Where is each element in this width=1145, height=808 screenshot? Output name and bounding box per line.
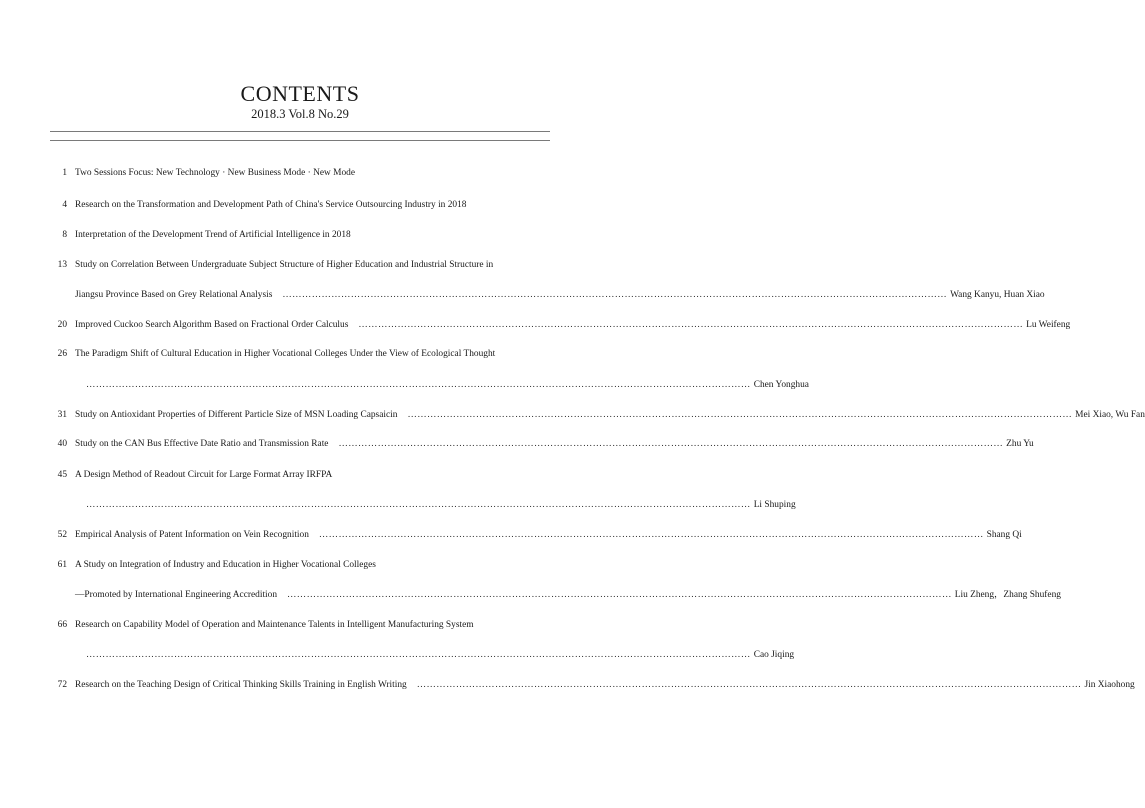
dot-leader: …………………………………………………………………………………………………………………………………………………………………………………… xyxy=(282,290,948,300)
toc-row[interactable] xyxy=(0,317,1071,333)
toc-article-title: Study on the CAN Bus Effective Date Ratio and Transmission Rate xyxy=(75,439,329,449)
toc-line xyxy=(75,407,1145,423)
toc-author: Lu Weifeng xyxy=(1026,320,1071,330)
toc-page-number: 61 xyxy=(57,560,67,570)
toc-article-title: The Paradigm Shift of Cultural Education in Higher Vocational Colleges Under the View of Ecological Thought xyxy=(75,349,496,359)
toc-row[interactable] xyxy=(0,647,795,663)
toc-row[interactable] xyxy=(0,197,600,213)
toc-article-title: Interpretation of the Development Trend of Artificial Intelligence in 2018 xyxy=(75,230,351,240)
toc-row[interactable] xyxy=(0,677,1135,693)
toc-row[interactable] xyxy=(0,407,1145,423)
toc-page-number: 52 xyxy=(57,530,67,540)
toc-author: Chen Yonghua xyxy=(753,380,809,390)
toc-page-number: 72 xyxy=(57,680,67,690)
dot-leader: …………………………………………………………………………………………………………………………………………………………………………………… xyxy=(318,530,984,540)
toc-article-title: Study on Correlation Between Undergraduate Subject Structure of Higher Education and Industrial Structure in xyxy=(75,260,494,270)
toc-page-number: 31 xyxy=(57,410,67,420)
toc-line xyxy=(75,287,1045,303)
toc-article-title: Research on the Teaching Design of Critical Thinking Skills Training in English Writing xyxy=(75,680,407,690)
toc-row[interactable] xyxy=(0,377,809,393)
toc-author: Zhu Yu xyxy=(1006,439,1034,449)
toc-row[interactable] xyxy=(0,587,1061,603)
toc-line xyxy=(86,377,809,393)
toc-article-title: Jiangsu Province Based on Grey Relational Analysis xyxy=(75,290,273,300)
toc-row[interactable] xyxy=(0,257,600,273)
issue-info: 2018.3 Vol.8 No.29 xyxy=(251,107,349,121)
toc-article-title: A Study on Integration of Industry and Education in Higher Vocational Colleges xyxy=(75,560,376,570)
toc-row[interactable] xyxy=(0,497,796,513)
toc-author: Cao Jiqing xyxy=(753,650,795,660)
toc-page-number: 66 xyxy=(57,620,67,630)
toc-line xyxy=(86,647,795,663)
dot-leader: …………………………………………………………………………………………………………………………………………………………………………………… xyxy=(86,500,751,510)
dot-leader: …………………………………………………………………………………………………………………………………………………………………………………… xyxy=(407,410,1073,420)
toc-author: Li Shuping xyxy=(753,500,796,510)
toc-row[interactable] xyxy=(0,527,1022,543)
toc-page-number: 8 xyxy=(62,230,67,240)
toc-row[interactable] xyxy=(0,287,1045,303)
toc-article-title: Research on Capability Model of Operation and Maintenance Talents in Intelligent Manufacturing System xyxy=(75,620,474,630)
toc-line xyxy=(75,527,1022,543)
toc-line xyxy=(86,497,796,513)
dot-leader: …………………………………………………………………………………………………………………………………………………………………………………… xyxy=(358,320,1024,330)
toc-row[interactable] xyxy=(0,436,1034,452)
toc-line xyxy=(75,317,1071,333)
toc-author: Jin Xiaohong xyxy=(1084,680,1135,690)
toc-row[interactable] xyxy=(0,165,600,181)
toc-page-number: 45 xyxy=(57,470,67,480)
dot-leader: …………………………………………………………………………………………………………………………………………………………………………………… xyxy=(86,650,751,660)
toc-page-number: 40 xyxy=(57,439,67,449)
toc-author: Shang Qi xyxy=(986,530,1022,540)
dot-leader: …………………………………………………………………………………………………………………………………………………………………………………… xyxy=(287,590,952,600)
page-title: CONTENTS xyxy=(240,81,360,106)
toc-article-title: Study on Antioxidant Properties of Different Particle Size of MSN Loading Capsaicin xyxy=(75,410,398,420)
dot-leader: …………………………………………………………………………………………………………………………………………………………………………………… xyxy=(416,680,1082,690)
toc-row[interactable] xyxy=(0,346,600,362)
toc-line xyxy=(75,677,1135,693)
toc-article-title: Two Sessions Focus: New Technology · New Business Mode · New Mode xyxy=(75,168,355,178)
toc-row[interactable] xyxy=(0,557,600,573)
toc-article-title: Improved Cuckoo Search Algorithm Based on Fractional Order Calculus xyxy=(75,320,349,330)
toc-row[interactable] xyxy=(0,467,600,483)
dot-leader: …………………………………………………………………………………………………………………………………………………………………………………… xyxy=(338,439,1004,449)
toc-author: Liu Zheng，Zhang Shufeng xyxy=(954,590,1061,600)
toc-line xyxy=(75,436,1034,452)
toc-article-title: Empirical Analysis of Patent Information on Vein Recognition xyxy=(75,530,309,540)
toc-page-number: 20 xyxy=(57,320,67,330)
toc-author: Mei Xiao, Wu Fan xyxy=(1075,410,1145,420)
toc-author: Wang Kanyu, Huan Xiao xyxy=(950,290,1045,300)
toc-page-number: 4 xyxy=(62,200,67,210)
toc-article-title: —Promoted by International Engineering Accredition xyxy=(75,590,278,600)
toc-page-number: 26 xyxy=(57,349,67,359)
toc-article-title: Research on the Transformation and Development Path of China's Service Outsourcing Industry in 2018 xyxy=(75,200,467,210)
toc-page-number: 13 xyxy=(57,260,67,270)
toc-row[interactable] xyxy=(0,617,600,633)
toc-article-title: A Design Method of Readout Circuit for Large Format Array IRFPA xyxy=(75,470,333,480)
toc-line xyxy=(75,587,1061,603)
toc-page-number: 1 xyxy=(62,168,67,178)
dot-leader: …………………………………………………………………………………………………………………………………………………………………………………… xyxy=(86,380,751,390)
toc-row[interactable] xyxy=(0,227,600,243)
